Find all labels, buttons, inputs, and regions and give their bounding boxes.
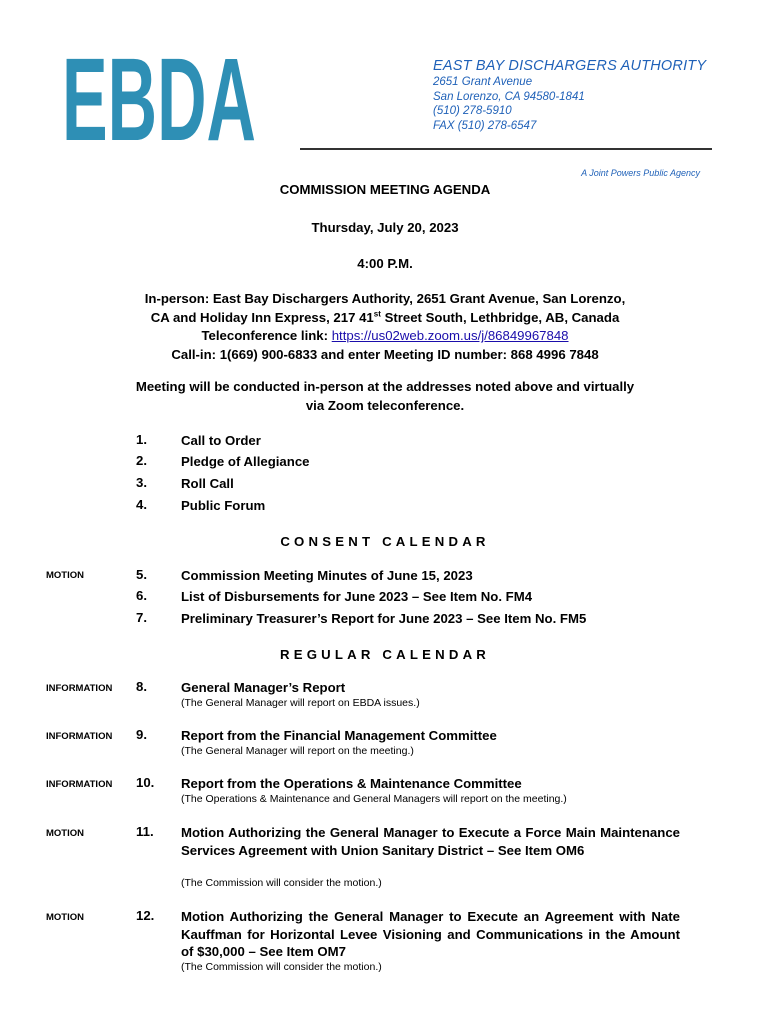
header-divider	[300, 148, 712, 150]
meeting-conduct-note: Meeting will be conducted in-person at the addresses noted above and virtually via Zoom teleconference.	[135, 379, 635, 413]
item-action-label: INFORMATION	[46, 779, 113, 790]
org-address-block	[433, 58, 706, 133]
item-title-roll-call: Roll Call	[181, 476, 234, 491]
item-title-pledge: Pledge of Allegiance	[181, 454, 310, 469]
item-number: 3.	[136, 475, 147, 490]
item-title-om-committee: Report from the Operations & Maintenance Committee	[181, 776, 522, 791]
item-action-label: MOTION	[46, 570, 84, 581]
item-note: (The Commission will consider the motion.)	[181, 877, 382, 889]
item-note: (The General Manager will report on the meeting.)	[181, 745, 414, 757]
item-action-label: MOTION	[46, 828, 84, 839]
meeting-venue	[0, 290, 770, 364]
venue-line-2: CA and Holiday Inn Express, 217 41st Street South, Lethbridge, AB, Canada	[150, 309, 620, 325]
callin-line: Call-in: 1(669) 900-6833 and enter Meeting ID number: 868 4996 7848	[171, 346, 599, 362]
org-name: EAST BAY DISCHARGERS AUTHORITY	[433, 58, 707, 74]
org-city: San Lorenzo, CA 94580-1841	[433, 90, 585, 103]
item-note: (The General Manager will report on EBDA issues.)	[181, 697, 420, 709]
item-number: 1.	[136, 432, 147, 447]
item-title-call-to-order: Call to Order	[181, 433, 261, 448]
item-number: 4.	[136, 497, 147, 512]
item-number: 8.	[136, 679, 147, 694]
zoom-link[interactable]: https://us02web.zoom.us/j/86849967848	[331, 328, 569, 343]
teleconference-line	[0, 327, 770, 346]
agenda-title: COMMISSION MEETING AGENDA	[279, 182, 491, 197]
item-title-public-forum: Public Forum	[181, 498, 266, 513]
item-note: (The Operations & Maintenance and General Managers will report on the meeting.)	[181, 793, 567, 805]
item-action-label: INFORMATION	[46, 731, 113, 742]
org-tagline: A Joint Powers Public Agency	[581, 168, 700, 178]
meeting-date: Thursday, July 20, 2023	[311, 220, 459, 235]
item-number: 2.	[136, 453, 147, 468]
item-title-minutes: Commission Meeting Minutes of June 15, 2023	[181, 568, 473, 583]
meeting-time: 4:00 P.M.	[357, 256, 413, 271]
item-number: 5.	[136, 567, 147, 582]
item-number: 12.	[136, 908, 155, 923]
item-number: 6.	[136, 588, 147, 603]
teleconference-label: Teleconference link:	[201, 328, 332, 343]
ebda-logo	[62, 34, 258, 166]
item-title-treasurer-report: Preliminary Treasurer’s Report for June 2023 – See Item No. FM5	[181, 611, 587, 626]
org-street: 2651 Grant Avenue	[433, 76, 533, 88]
item-title-force-main-agreement: Motion Authorizing the General Manager to Execute a Force Main Maintenance Services Agreement with Union Sanitary District – See Item OM6	[181, 825, 680, 858]
org-phone: (510) 278-5910	[433, 105, 512, 117]
consent-calendar-heading: CONSENT CALENDAR	[280, 534, 490, 549]
item-note: (The Commission will consider the motion.)	[181, 961, 382, 973]
item-title-financial-committee: Report from the Financial Management Committee	[181, 728, 497, 743]
item-title-levee-agreement: Motion Authorizing the General Manager to Execute an Agreement with Nate Kauffman for Horizontal Levee Visioning and Communications in the Amount of $30,000 – See Item OM7	[181, 909, 680, 959]
item-number: 10.	[136, 775, 155, 790]
item-number: 9.	[136, 727, 147, 742]
item-number: 7.	[136, 610, 147, 625]
venue-line-1: In-person: East Bay Dischargers Authority, 2651 Grant Avenue, San Lorenzo,	[144, 291, 626, 306]
item-number: 11.	[136, 824, 154, 839]
item-action-label: INFORMATION	[46, 683, 113, 694]
item-title-disbursements: List of Disbursements for June 2023 – See Item No. FM4	[181, 589, 533, 604]
logo-text: EBDA	[62, 34, 256, 166]
item-action-label: MOTION	[46, 912, 84, 923]
org-fax: FAX (510) 278-6547	[433, 119, 537, 132]
regular-calendar-heading: REGULAR CALENDAR	[279, 647, 491, 662]
item-title-gm-report: General Manager’s Report	[181, 680, 346, 695]
